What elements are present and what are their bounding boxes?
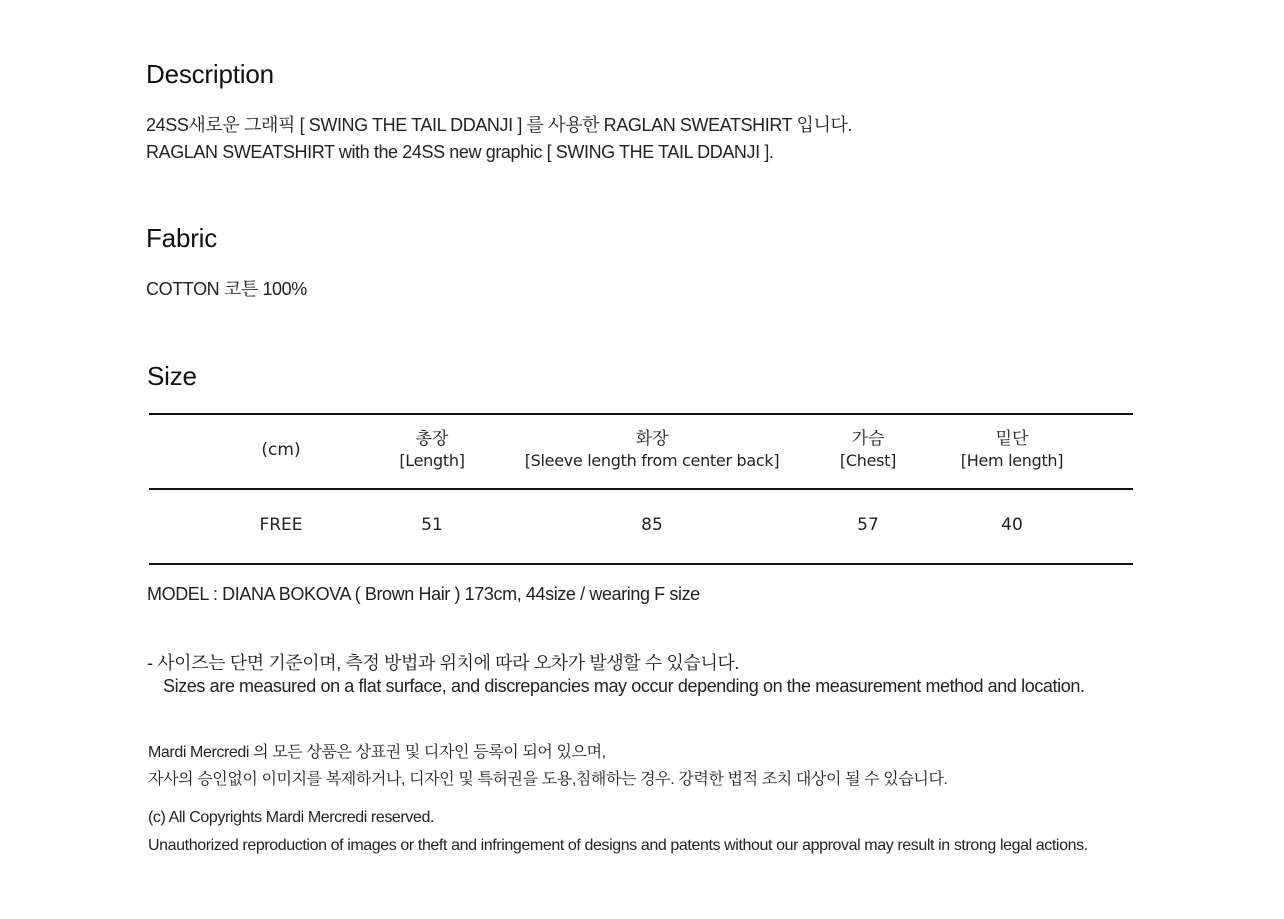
table-header-sleeve: 화장 [Sleeve length from center back] — [524, 429, 780, 470]
size-notice-en: Sizes are measured on a flat surface, and discrepancies may occur depending on the measurement method and location. — [163, 676, 1085, 696]
model-info: MODEL : DIANA BOKOVA ( Brown Hair ) 173cm, 44size / wearing F size — [147, 584, 700, 604]
legal-text-ko-1: Mardi Mercredi 의 모든 상품은 상표권 및 디자인 등록이 되어 있으며, — [148, 744, 606, 761]
fabric-heading: Fabric — [146, 223, 218, 253]
copyright-text: (c) All Copyrights Mardi Mercredi reserved. — [148, 809, 434, 826]
description-text-en: RAGLAN SWEATSHIRT with the 24SS new graphic [ SWING THE TAIL DDANJI ]. — [146, 142, 774, 162]
legal-text-ko-2: 자사의 승인없이 이미지를 복제하거나, 디자인 및 특허권을 도용,침해하는 경우. 강력한 법적 조치 대상이 될 수 있습니다. — [148, 771, 948, 788]
table-header-rule — [149, 488, 1133, 490]
table-header-length: 총장 [Length] — [399, 429, 465, 470]
description-heading: Description — [146, 59, 274, 89]
table-header-unit: (cm) — [261, 440, 301, 460]
table-header-hem: 밑단 [Hem length] — [960, 429, 1064, 470]
table-top-rule — [149, 413, 1133, 415]
size-table — [149, 413, 1133, 565]
table-cell-chest: 57 — [857, 515, 879, 535]
table-cell-hem: 40 — [1001, 515, 1023, 535]
size-heading: Size — [147, 361, 197, 391]
table-header-chest: 가슴 [Chest] — [839, 429, 897, 470]
legal-text-en: Unauthorized reproduction of images or theft and infringement of designs and patents without our approval may result in strong legal actions. — [148, 837, 1088, 854]
description-text-ko: 24SS새로운 그래픽 [ SWING THE TAIL DDANJI ] 를 사용한 RAGLAN SWEATSHIRT 입니다. — [146, 115, 853, 135]
table-bottom-rule — [149, 563, 1133, 565]
table-cell-length: 51 — [421, 515, 443, 535]
table-cell-size: FREE — [259, 515, 303, 535]
table-cell-sleeve: 85 — [641, 515, 663, 535]
fabric-text: COTTON 코튼 100% — [146, 279, 307, 299]
size-notice-ko: - 사이즈는 단면 기준이며, 측정 방법과 위치에 따라 오차가 발생할 수 있습니다. — [147, 653, 740, 673]
